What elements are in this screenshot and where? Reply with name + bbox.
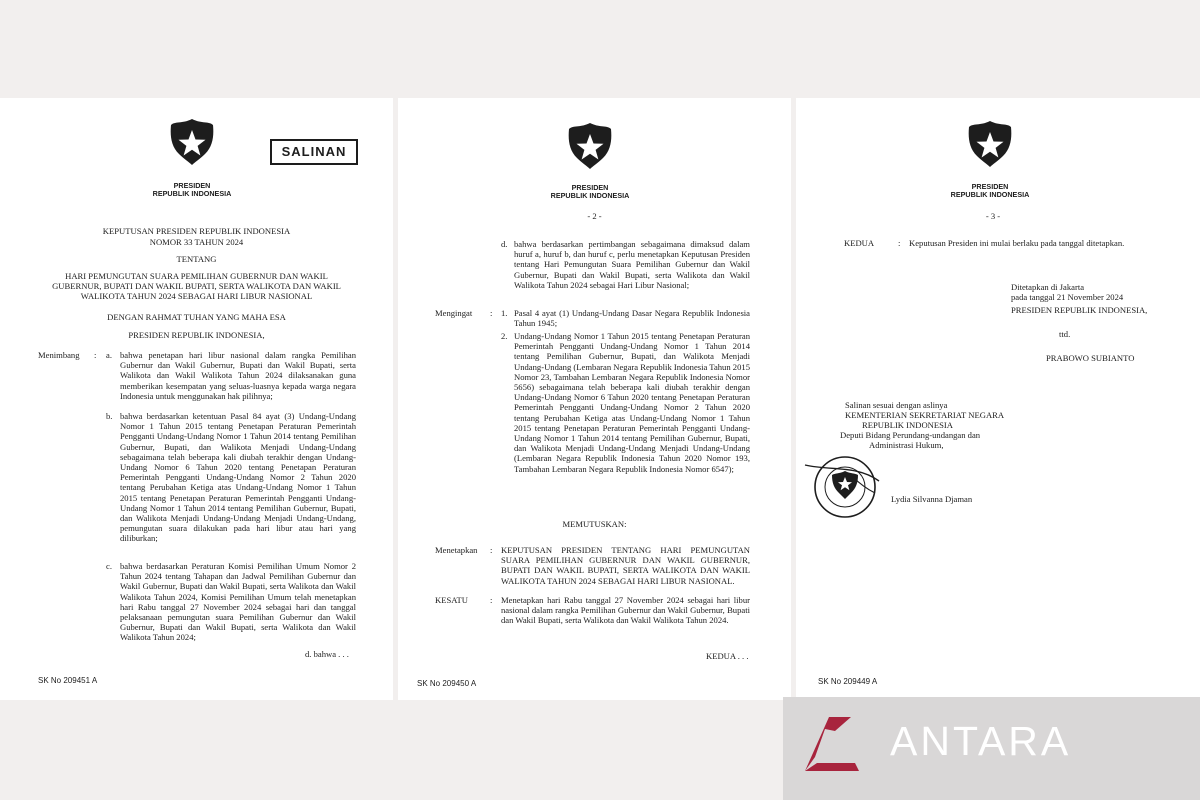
kedua-label: KEDUA: [844, 238, 875, 248]
item-c-label: c.: [106, 561, 112, 571]
doc-number: NOMOR 33 TAHUN 2024: [149, 237, 244, 247]
copy-note: Salinan sesuai dengan aslinya: [845, 400, 948, 410]
item-b-label: b.: [106, 411, 113, 421]
copy-deputy: Deputi Bidang Perundang-undangan dan: [840, 430, 981, 440]
letterhead-title: PRESIDEN REPUBLIK INDONESIA: [550, 183, 630, 201]
top-margin: [0, 0, 1200, 98]
kesatu-colon: :: [490, 595, 493, 605]
item-1-label: 1.: [501, 308, 508, 318]
copy-country: REPUBLIK INDONESIA: [862, 420, 953, 430]
item-d-label: d.: [501, 239, 508, 249]
president-heading: PRESIDEN REPUBLIK INDONESIA,: [128, 330, 265, 340]
item-d-text: bahwa berdasarkan pertimbangan sebagaimana dimaksud dalam huruf a, huruf b, dan huruf c, perlu menetapkan Keputusan Presiden tentang Hari Pemungutan Suara Pemilihan Gubernur dan Wakil Gubernur, Bupati dan Wakil Bupati, serta Walikota dan Wakil Walikota Tahun 2024 sebagai Hari Libur Nasional;: [514, 239, 750, 290]
enactment-date: pada tanggal 21 November 2024: [1011, 292, 1124, 302]
item-b-text: bahwa berdasarkan ketentuan Pasal 84 ayat (3) Undang-Undang Nomor 1 Tahun 2015 tentang Penetapan Peraturan Pemerintah Pengganti Undang-Undang Nomor 1 Tahun 2014 tentang Pemilihan Gubernur, Bupati, dan Walikota Menjadi Undang-Undang sebagaimana telah beberapa kali diubah terakhir dengan Undang-Undang Nomor 6 Tahun 2020 tentang Penetapan Peraturan Pemerintah Pengganti Undang-Undang Nomor 2 Tahun 2020 tentang Perubahan Ketiga atas Undang-Undang Nomor 1 Tahun 2015 tentang Penetapan Peraturan Pemerintah Pengganti Undang-Undang Nomor 1 Tahun 2014 tentang Pemilihan Gubernur, Bupati, dan Walikota Menjadi Undang-Undang Menjadi Undang-Undang, pemungutan suara dilakukan pada hari libur atau hari yang diliburkan;: [120, 411, 356, 544]
document-page-3: [796, 98, 1200, 700]
doc-subject-line-3: WALIKOTA TAHUN 2024 SEBAGAI HARI LIBUR NASIONAL: [80, 291, 313, 301]
menetapkan-colon: :: [490, 545, 493, 555]
doc-title: KEPUTUSAN PRESIDEN REPUBLIK INDONESIA: [102, 226, 291, 236]
item-a-label: a.: [106, 350, 112, 360]
decision-heading: MEMUTUSKAN:: [562, 519, 627, 529]
letterhead-title: PRESIDEN REPUBLIK INDONESIA: [950, 182, 1030, 200]
page-number: - 2 -: [587, 211, 602, 221]
sk-number: SK No 209449 A: [818, 677, 878, 686]
menimbang-label: Menimbang: [38, 350, 80, 360]
page-number: - 3 -: [985, 211, 1001, 221]
letterhead-title: PRESIDEN REPUBLIK INDONESIA: [152, 181, 232, 199]
menetapkan-label: Menetapkan: [435, 545, 478, 555]
mengingat-label: Mengingat: [435, 308, 473, 318]
grace-phrase: DENGAN RAHMAT TUHAN YANG MAHA ESA: [107, 312, 286, 322]
doc-subject-line-1: HARI PEMUNGUTAN SUARA PEMILIHAN GUBERNUR DAN WAKIL: [65, 271, 328, 281]
garuda-emblem-icon: [564, 120, 616, 172]
official-seal-stamp-icon: [801, 455, 881, 525]
item-2-text: Undang-Undang Nomor 1 Tahun 2015 tentang Penetapan Peraturan Pemerintah Pengganti Undang-Undang Nomor 1 Tahun 2014 tentang Pemilihan Gubernur, Bupati, dan Walikota Menjadi Undang-Undang (Lembaran Negara Republik Indonesia Tahun 2015 Nomor 23, Tambahan Lembaran Negara Republik Indonesia Nomor 5656) sebagaimana telah beberapa kali diubah terakhir dengan Undang-Undang Nomor 6 Tahun 2020 tentang Penetapan Peraturan Pemerintah Pengganti Undang-Undang Nomor 2 Tahun 2020 tentang Perubahan Ketiga atas Undang-Undang Nomor 1 Tahun 2015 tentang Penetapan Peraturan Pemerintah Pengganti Undang-Undang Nomor 1 Tahun 2014 tentang Pemilihan Gubernur, Bupati, dan Walikota Menjadi Undang-Undang Menjadi Undang-Undang (Lembaran Negara Republik Indonesia Tahun 2020 Nomor 193, Tambahan Lembaran Negara Republik Indonesia Nomor 6547);: [514, 331, 750, 474]
brand-name: ANTARA: [890, 718, 1072, 764]
signer-name: PRABOWO SUBIANTO: [1046, 353, 1135, 363]
antara-logo-icon: [795, 709, 863, 779]
document-page-2: [398, 98, 791, 700]
salinan-stamp: SALINAN: [270, 139, 358, 165]
item-1-text: Pasal 4 ayat (1) Undang-Undang Dasar Negara Republik Indonesia Tahun 1945;: [514, 308, 750, 329]
garuda-emblem-icon: [964, 118, 1016, 170]
item-2-label: 2.: [501, 331, 508, 341]
enactment-place: Ditetapkan di Jakarta: [1011, 282, 1085, 292]
doc-about: TENTANG: [176, 254, 217, 264]
garuda-emblem-icon: [166, 116, 218, 168]
sk-number: SK No 209451 A: [38, 676, 98, 685]
menetapkan-text: KEPUTUSAN PRESIDEN TENTANG HARI PEMUNGUTAN SUARA PEMILIHAN GUBERNUR DAN WAKIL GUBERNUR, BUPATI DAN WAKIL BUPATI, SERTA WALIKOTA DAN WAKIL WALIKOTA TAHUN 2024 SEBAGAI HARI LIBUR NASIONAL.: [501, 545, 750, 586]
signer-title: PRESIDEN REPUBLIK INDONESIA,: [1011, 305, 1148, 315]
item-a-text: bahwa penetapan hari libur nasional dalam rangka Pemilihan Gubernur dan Wakil Gubernur, Bupati dan Wakil Bupati, serta Walikota dan Wakil Walikota Tahun 2024 dilaksanakan guna memberikan kesempatan yang seluas-luasnya kepada warga negara Indonesia untuk menggunakan hak pilihnya;: [120, 350, 356, 401]
mengingat-colon: :: [490, 308, 493, 318]
page-continuation: d. bahwa . . .: [305, 649, 349, 659]
copy-ministry: KEMENTERIAN SEKRETARIAT NEGARA: [845, 410, 1005, 420]
document-page-1: [0, 98, 393, 700]
kedua-text: Keputusan Presiden ini mulai berlaku pada tanggal ditetapkan.: [909, 238, 1125, 248]
kesatu-text: Menetapkan hari Rabu tanggal 27 November 2024 sebagai hari libur nasional dalam rangka Pemilihan Gubernur dan Wakil Gubernur, Bupati dan Wakil Bupati, serta Walikota dan Wakil Walikota Tahun 2024.: [501, 595, 750, 626]
page-continuation: KEDUA . . .: [706, 651, 749, 661]
doc-subject-line-2: GUBERNUR, BUPATI DAN WAKIL BUPATI, SERTA WALIKOTA DAN WAKIL: [52, 281, 341, 291]
copy-division: Administrasi Hukum,: [869, 440, 944, 450]
menimbang-colon: :: [94, 350, 97, 360]
kesatu-label: KESATU: [435, 595, 468, 605]
official-name: Lydia Silvanna Djaman: [891, 494, 973, 504]
sk-number: SK No 209450 A: [417, 679, 477, 688]
signature-ttd: ttd.: [1059, 329, 1071, 339]
kedua-colon: :: [898, 238, 901, 248]
item-c-text: bahwa berdasarkan Peraturan Komisi Pemilihan Umum Nomor 2 Tahun 2024 tentang Tahapan dan Jadwal Pemilihan Gubernur dan Wakil Gubernur, Bupati dan Wakil Bupati, serta Walikota dan Wakil Walikota Tahun 2024, Komisi Pemilihan Umum telah menetapkan hari Rabu tanggal 27 November 2024 sebagai hari dan tanggal pelaksanaan pemungutan suara Pemilihan Gubernur dan Wakil Gubernur, Bupati dan Wakil Bupati, serta Walikota dan Wakil Walikota Tahun 2024;: [120, 561, 356, 643]
